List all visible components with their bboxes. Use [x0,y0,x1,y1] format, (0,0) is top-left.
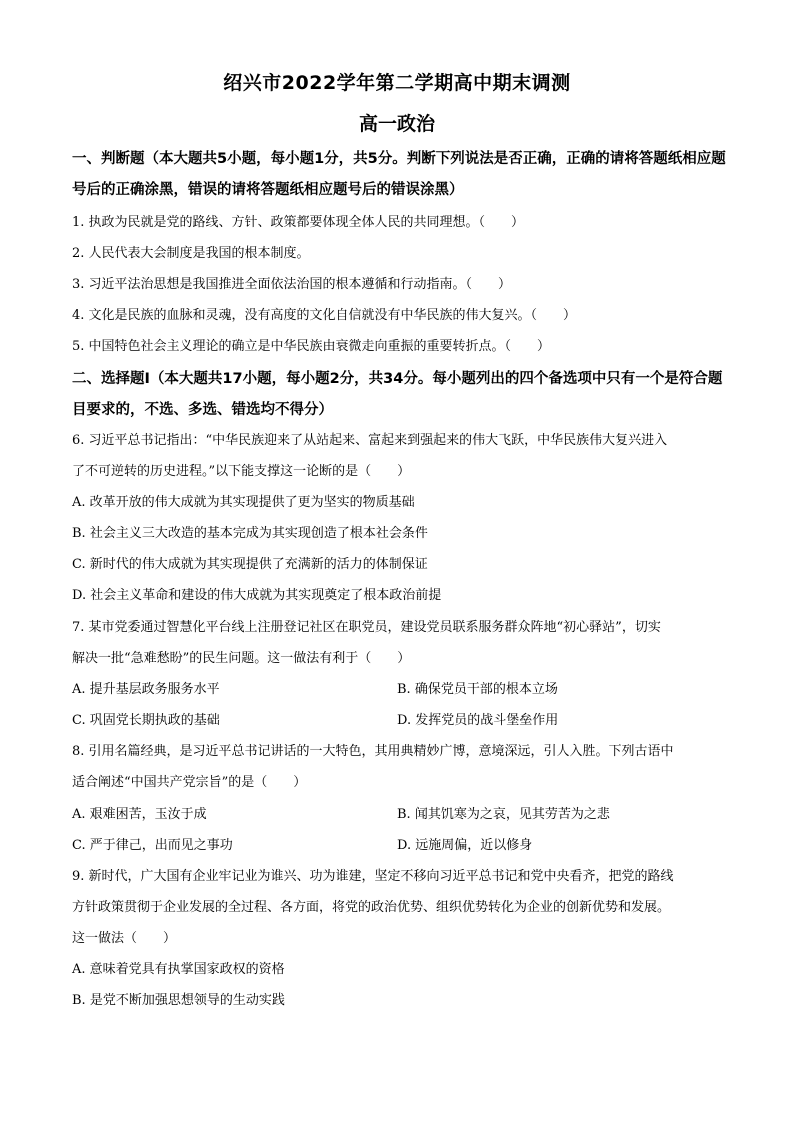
section1-heading: 一、判断题（本大题共5小题，每小题1分，共5分。判断下列说法是否正确，正确的请将答题纸相应题号后的正确涂黑，错误的请将答题纸相应题号后的错误涂黑） [72,151,726,198]
exam-title: 绍兴市2022学年第二学期高中期末调测 [223,72,571,94]
judge-item-3: 3. 习近平法治思想是我国推进全面依法治国的根本遵循和行动指南。（ ） [72,277,512,292]
q7-stem-line2: 解决一批“急难愁盼”的民生问题。这一做法有利于（ ） [72,651,411,666]
q7-option-c: C. 巩固党长期执政的基础 [72,713,220,728]
judge-item-4: 4. 文化是民族的血脉和灵魂，没有高度的文化自信就没有中华民族的伟大复兴。（ ） [72,308,577,323]
q7-option-d: D. 发挥党员的战斗堡垒作用 [397,713,559,728]
q8-option-b: B. 闻其饥寒为之哀，见其劳苦为之悲 [397,807,610,822]
q8-stem-line2: 适合阐述“中国共产党宗旨”的是（ ） [72,775,307,790]
q6-option-b: B. 社会主义三大改造的基本完成为其实现创造了根本社会条件 [72,526,428,541]
q9-stem-line1: 9. 新时代，广大国有企业牢记业为谁兴、功为谁建，坚定不移向习近平总书记和党中央看齐，把党的路线 [72,869,674,884]
q6-stem-line1: 6. 习近平总书记指出：“中华民族迎来了从站起来、富起来到强起来的伟大飞跃，中华民族伟大复兴进入 [72,433,668,448]
judge-item-5: 5. 中国特色社会主义理论的确立是中华民族由衰微走向重振的重要转折点。（ ） [72,339,551,354]
q7-stem-line1: 7. 某市党委通过智慧化平台线上注册登记社区在职党员，建设党员联系服务群众阵地“初心驿站”，切实 [72,620,661,635]
judge-item-1: 1. 执政为民就是党的路线、方针、政策都要体现全体人民的共同理想。（ ） [72,215,525,230]
q9-option-b: B. 是党不断加强思想领导的生动实践 [72,993,285,1008]
q8-option-c: C. 严于律己，出而见之事功 [72,838,233,853]
section2-heading: 二、选择题Ⅰ（本大题共17小题，每小题2分，共34分。每小题列出的四个备选项中只有一个是符合题目要求的，不选、多选、错选均不得分） [72,371,723,418]
q8-stem-line1: 8. 引用名篇经典，是习近平总书记讲话的一大特色，其用典精妙广博，意境深远，引人入胜。下列古语中 [72,744,674,759]
q9-stem-line2: 方针政策贯彻于企业发展的全过程、各方面，将党的政治优势、组织优势转化为企业的创新优势和发展。 [72,900,671,915]
q9-stem-line3: 这一做法（ ） [72,931,177,946]
q6-option-d: D. 社会主义革命和建设的伟大成就为其实现奠定了根本政治前提 [72,588,442,603]
exam-subtitle: 高一政治 [358,113,435,135]
q8-option-a: A. 艰难困苦，玉汝于成 [72,807,207,822]
q8-option-d: D. 远施周偏，近以修身 [397,838,533,853]
q7-option-a: A. 提升基层政务服务水平 [72,682,220,697]
judge-item-2: 2. 人民代表大会制度是我国的根本制度。 [72,246,310,261]
q6-option-a: A. 改革开放的伟大成就为其实现提供了更为坚实的物质基础 [72,495,415,510]
q6-stem-line2: 了不可逆转的历史进程。”以下能支撑这一论断的是（ ） [72,464,411,479]
q6-option-c: C. 新时代的伟大成就为其实现提供了充满新的活力的体制保证 [72,557,428,572]
q7-option-b: B. 确保党员干部的根本立场 [397,682,558,697]
q9-option-a: A. 意味着党具有执掌国家政权的资格 [72,962,285,977]
